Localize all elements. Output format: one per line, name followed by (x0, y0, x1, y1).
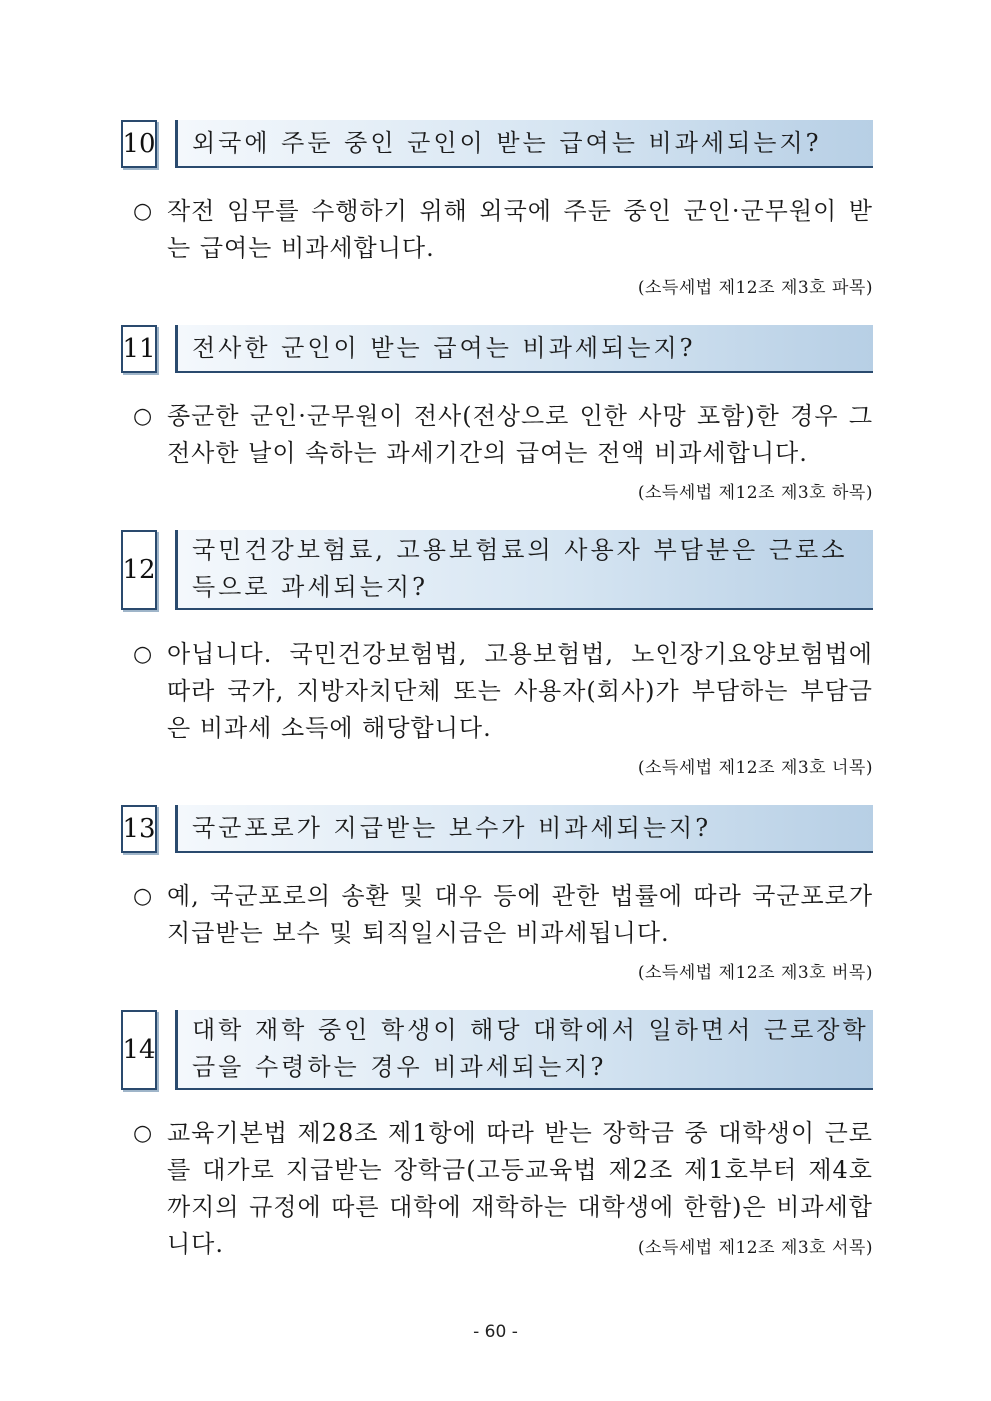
question-bar (175, 530, 873, 610)
question-bar (175, 325, 873, 373)
answer-block (133, 398, 873, 472)
question-text: 대학 재학 중인 학생이 해당 대학에서 일하면서 근로장학금을 수령하는 경우 비과세되는지? (192, 1016, 869, 1081)
answer-text: 아닙니다. 국민건강보험법, 고용보험법, 노인장기요양보험법에 따라 국가, 지방자치단체 또는 사용자(회사)가 부담하는 부담금은 비과세 소득에 해당합니다. (167, 640, 873, 742)
question-text: 외국에 주둔 중인 군인이 받는 급여는 비과세되는지? (192, 128, 822, 157)
bullet-circle-icon: ○ (133, 404, 153, 429)
question-header (121, 805, 873, 853)
page-number: - 60 - (473, 1322, 518, 1342)
question-header (121, 120, 873, 168)
question-number: 10 (121, 120, 157, 168)
question-text: 국군포로가 지급받는 보수가 비과세되는지? (192, 813, 712, 842)
question-number: 13 (121, 805, 157, 853)
question-header (121, 325, 873, 373)
law-reference: (소득세법 제12조 제3호 하목) (637, 483, 873, 503)
law-reference: (소득세법 제12조 제3호 서목) (637, 1238, 873, 1258)
question-text: 국민건강보험료, 고용보험료의 사용자 부담분은 근로소득으로 과세되는지? (192, 536, 848, 601)
question-number: 12 (121, 530, 157, 610)
question-number: 14 (121, 1010, 157, 1090)
question-bar (175, 805, 873, 853)
law-reference: (소득세법 제12조 제3호 너목) (637, 758, 873, 778)
question-bar (175, 1010, 873, 1090)
law-reference: (소득세법 제12조 제3호 파목) (637, 278, 873, 298)
answer-text: 작전 임무를 수행하기 위해 외국에 주둔 중인 군인·군무원이 받는 급여는 비과세합니다. (167, 197, 873, 262)
answer-block (133, 878, 873, 952)
answer-text: 교육기본법 제28조 제1항에 따라 받는 장학금 중 대학생이 근로를 대가로 지급받는 장학금(고등교육법 제2조 제1호부터 제4호까지의 규정에 따른 대학에 재학하는 대학생에 한함)은 비과세합니다. (167, 1119, 873, 1258)
bullet-circle-icon: ○ (133, 884, 153, 909)
question-header (121, 1010, 873, 1090)
law-reference: (소득세법 제12조 제3호 버목) (637, 963, 873, 983)
answer-text: 종군한 군인·군무원이 전사(전상으로 인한 사망 포함)한 경우 그 전사한 날이 속하는 과세기간의 급여는 전액 비과세합니다. (167, 402, 873, 467)
question-text: 전사한 군인이 받는 급여는 비과세되는지? (192, 333, 696, 362)
question-header (121, 530, 873, 610)
bullet-circle-icon: ○ (133, 1121, 153, 1146)
answer-text: 예, 국군포로의 송환 및 대우 등에 관한 법률에 따라 국군포로가 지급받는 보수 및 퇴직일시금은 비과세됩니다. (167, 882, 873, 947)
bullet-circle-icon: ○ (133, 642, 153, 667)
answer-block (133, 636, 873, 747)
question-number: 11 (121, 325, 157, 373)
answer-block (133, 193, 873, 267)
question-bar (175, 120, 873, 168)
bullet-circle-icon: ○ (133, 199, 153, 224)
